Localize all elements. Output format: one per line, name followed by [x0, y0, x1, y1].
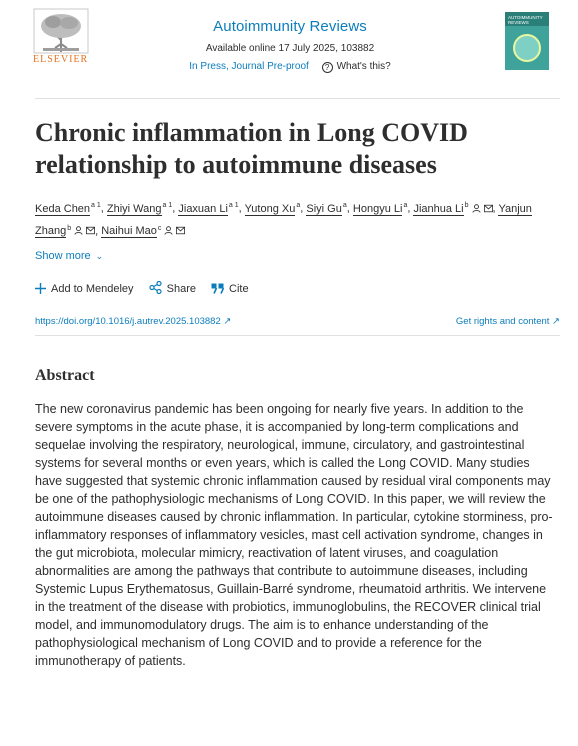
person-icon[interactable] [164, 226, 173, 235]
chevron-down-icon: ⌄ [95, 251, 104, 261]
author-affiliation[interactable]: a [296, 202, 301, 209]
author-item[interactable] [178, 203, 238, 215]
availability-date: Available online 17 July 2025, 103882 [205, 43, 375, 54]
author-affiliation[interactable]: b [67, 224, 72, 232]
article-actions [35, 281, 261, 295]
share-label: Share [166, 283, 196, 295]
author-name[interactable]: Siyi Gu [306, 202, 342, 215]
author-name[interactable]: Hongyu Li [352, 202, 403, 215]
question-icon: ? [322, 62, 333, 73]
cover-title: AUTOIMMUNITY REVIEWS [508, 15, 543, 25]
author-affiliation[interactable]: a [403, 202, 408, 209]
author-separator: , [300, 202, 307, 215]
author-name[interactable]: Yanjun Zhang [35, 202, 532, 238]
author-item[interactable] [413, 203, 492, 215]
author-separator: , [95, 225, 102, 238]
author-item[interactable] [245, 203, 301, 215]
author-name[interactable]: Jiaxuan Li [178, 202, 228, 215]
plus-icon [35, 283, 46, 294]
quote-icon [211, 283, 224, 294]
whats-this-label: What's this? [336, 61, 391, 72]
cite-button[interactable] [211, 283, 249, 295]
email-icon[interactable] [484, 204, 493, 213]
author-separator: , [346, 202, 353, 215]
cite-label: Cite [229, 283, 249, 295]
author-item[interactable] [353, 203, 407, 215]
author-separator: , [100, 202, 107, 215]
share-icon [149, 281, 162, 294]
person-icon[interactable] [472, 204, 481, 213]
header-divider [35, 98, 560, 99]
elsevier-wordmark: ELSEVIER [33, 54, 89, 65]
author-name[interactable]: Keda Chen [35, 202, 91, 215]
journal-info [140, 18, 440, 73]
author-separator: , [172, 202, 179, 215]
author-separator: , [492, 202, 499, 215]
share-button[interactable] [149, 281, 196, 295]
person-icon[interactable] [74, 226, 83, 235]
status-line [140, 61, 440, 73]
author-affiliation[interactable]: a 1 [228, 202, 239, 209]
author-item[interactable] [101, 225, 185, 237]
whats-this-link[interactable] [322, 61, 391, 72]
author-affiliation[interactable]: a 1 [91, 202, 101, 209]
meta-divider [35, 335, 560, 336]
author-name[interactable]: Naihui Mao [101, 225, 157, 238]
rights-link[interactable]: Get rights and content ↗ [455, 316, 560, 327]
author-item[interactable] [107, 203, 172, 215]
show-more-button[interactable] [35, 250, 103, 262]
author-item[interactable] [306, 203, 346, 215]
article-header [0, 0, 578, 96]
abstract-heading: Abstract [35, 367, 95, 384]
author-affiliation[interactable]: a 1 [162, 202, 173, 209]
abstract-text: The new coronavirus pandemic has been ongoing for nearly five years. In addition to the severe symptoms in the acute phase, it is accompanied by long-term complications and sequelae involving the respiratory, neurological, immune, circulatory, and gastrointestinal systems for several months or even years, which is called the Long COVID. Many studies have suggested that systemic chronic inflammation caused by residual viral components may be one of the pathophysiologic mechanisms of Long COVID. In this paper, we will review the autoimmune diseases caused by chronic inflammation. In particular, cytokine storminess, pro-inflammatory responses of inflammatory vesicles, mast cell activation syndrome, changes in the gut microbiota, molecular mimicry, reactivation of latent viruses, and coagulation abnormalities are among the pathways that contribute to autoimmune diseases, including Systemic Lupus Erythematosus, Guillain-Barré syndrome, rheumatoid arthritis. We intervene in the treatment of the disease with probiotics, immunoglobulins, the RECOVER clinical trial model, and immunomodulatory drugs. The aim is to enhance understanding of the pathophysiological mechanism of Long COVID and to provide a reference for the immunotherapy of patients. [35, 402, 553, 668]
author-separator: , [407, 202, 414, 215]
in-press-link[interactable]: In Press, Journal Pre-proof [189, 61, 309, 72]
journal-title[interactable]: Autoimmunity Reviews [213, 18, 367, 35]
email-icon[interactable] [86, 226, 95, 235]
article-title: Chronic inflammation in Long COVID relationship to autoimmune diseases [35, 118, 468, 179]
author-affiliation[interactable]: a [342, 202, 347, 209]
author-name[interactable]: Zhiyi Wang [106, 202, 162, 215]
author-affiliation[interactable]: b [464, 202, 469, 209]
show-more-label: Show more [35, 250, 91, 262]
author-separator: , [238, 202, 245, 215]
author-name[interactable]: Yutong Xu [244, 202, 296, 215]
add-to-mendeley-button[interactable] [35, 283, 134, 295]
author-name[interactable]: Jianhua Li [413, 202, 464, 215]
cover-art [513, 34, 541, 62]
author-list [35, 196, 555, 241]
email-icon[interactable] [176, 226, 185, 235]
doi-link[interactable]: https://doi.org/10.1016/j.autrev.2025.103882 ↗ [35, 316, 232, 327]
author-affiliation[interactable]: c [157, 224, 162, 232]
journal-cover-image[interactable] [505, 12, 549, 70]
author-item[interactable] [35, 203, 101, 215]
mendeley-label: Add to Mendeley [51, 283, 134, 295]
